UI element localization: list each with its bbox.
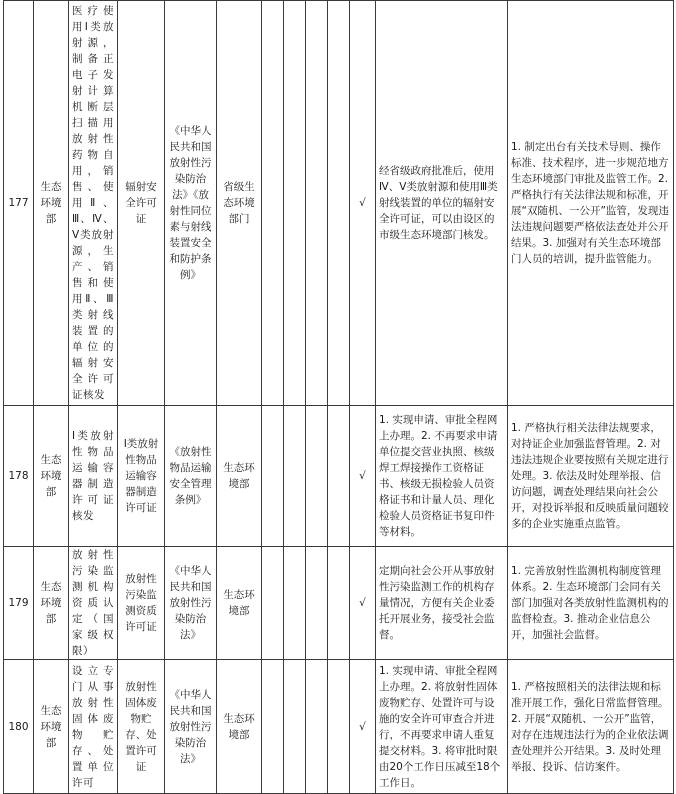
empty-cell — [328, 660, 350, 794]
reform-measure-cell: 经省级政府批准后，使用Ⅳ、Ⅴ类放射源和使用Ⅲ类射线装置的单位的辐射安全许可证，可以由设区的市级生态环境部门核发。 — [376, 1, 508, 406]
empty-cell — [284, 1, 306, 406]
item-name-cell: Ⅰ类放射性物品运输容器制造许可证核发 — [69, 406, 118, 547]
reform-measure-cell: 定期向社会公开从事放射性污染监测工作的机构存量情况，方便有关企业委托开展业务，接受社会监督。 — [376, 547, 508, 660]
department-cell: 生态环境部 — [34, 1, 69, 406]
license-name-cell: 辐射安全许可证 — [118, 1, 165, 406]
check-mark: √ — [350, 1, 376, 406]
licensing-reform-table — [3, 0, 674, 794]
row-number: 180 — [4, 660, 34, 794]
legal-basis-cell: 《中华人民共和国放射性污染防治法》 — [165, 660, 217, 794]
item-name-cell: 设立专门从事放射性固体废物贮存、处置单位许可 — [69, 660, 118, 794]
approval-agency-cell: 生态环境部 — [217, 547, 262, 660]
license-name-cell: Ⅰ类放射性物品运输容器制造许可证 — [118, 406, 165, 547]
empty-cell — [262, 406, 284, 547]
oversight-measure-cell: 1. 制定出台有关技术导则、操作标准、技术程序，进一步规范地方生态环境部门审批及监管工作。2. 严格执行有关法律法规和标准，开展“双随机、一公开”监管，发现违法违规问题要严格依法查处并公开结果。3. 加强对有关生态环境部门人员的培训，提升监管能力。 — [508, 1, 674, 406]
check-mark: √ — [350, 547, 376, 660]
empty-cell — [328, 1, 350, 406]
empty-cell — [284, 406, 306, 547]
check-mark: √ — [350, 406, 376, 547]
table-row — [4, 547, 674, 660]
row-number: 178 — [4, 406, 34, 547]
license-name-cell: 放射性污染监测资质许可证 — [118, 547, 165, 660]
oversight-measure-cell: 1. 完善放射性监测机构制度管理体系。2. 生态环境部门会同有关部门加强对各类放射性监测机构的监督检查。3. 推动企业信息公开，加强社会监督。 — [508, 547, 674, 660]
item-name-cell: 放射性污染监测机构资质认定（国家级权限） — [69, 547, 118, 660]
empty-cell — [306, 1, 328, 406]
department-cell: 生态环境部 — [34, 547, 69, 660]
approval-agency-cell: 省级生态环境部门 — [217, 1, 262, 406]
check-mark: √ — [350, 660, 376, 794]
legal-basis-cell: 《放射性物品运输安全管理条例》 — [165, 406, 217, 547]
empty-cell — [262, 660, 284, 794]
approval-agency-cell: 生态环境部 — [217, 660, 262, 794]
table-row — [4, 660, 674, 794]
empty-cell — [262, 547, 284, 660]
empty-cell — [306, 547, 328, 660]
empty-cell — [306, 660, 328, 794]
empty-cell — [328, 406, 350, 547]
empty-cell — [262, 1, 284, 406]
reform-measure-cell: 1. 实现申请、审批全程网上办理。2. 不再要求申请单位提交营业执照、核级焊工焊接操作工资格证书、核级无损检验人员资格证书和计量人员、理化检验人员资格证书复印件等材料。 — [376, 406, 508, 547]
row-number: 179 — [4, 547, 34, 660]
empty-cell — [284, 547, 306, 660]
approval-agency-cell: 生态环境部 — [217, 406, 262, 547]
table-row — [4, 1, 674, 406]
oversight-measure-cell: 1. 严格执行相关法律法规要求，对持证企业加强监督管理。2. 对违法违规企业要按照有关规定进行处理。3. 依法及时处理举报、信访问题，调查处理结果向社会公开，对投诉举报和反映质量问题较多的企业实施重点监管。 — [508, 406, 674, 547]
oversight-measure-cell: 1. 严格按照相关的法律法规和标准开展工作，强化日常监督管理。2. 开展“双随机、一公开”监管，对存在违规违法行为的企业依法调查处理并公开结果。3. 及时处理举报、投诉、信访案件。 — [508, 660, 674, 794]
reform-measure-cell: 1. 实现申请、审批全程网上办理。2. 将放射性固体废物贮存、处置许可与设施的安全许可审查合并进行，不再要求申请人重复提交材料。3. 将审批时限由20个工作日压减至18个工作日。 — [376, 660, 508, 794]
table-row — [4, 406, 674, 547]
department-cell: 生态环境部 — [34, 660, 69, 794]
legal-basis-cell: 《中华人民共和国放射性污染防治法》 — [165, 547, 217, 660]
empty-cell — [284, 660, 306, 794]
department-cell: 生态环境部 — [34, 406, 69, 547]
row-number: 177 — [4, 1, 34, 406]
license-name-cell: 放射性固体废物贮存、处置许可证 — [118, 660, 165, 794]
item-name-cell: 医疗使用Ⅰ类放射源，制备正电子发射计算机断层扫描用放射性药物自用，销售、使用Ⅱ、Ⅲ、Ⅳ、Ⅴ类放射源，生产、销售和使用Ⅱ、Ⅲ类射线装置的单位的辐射安全许可证核发 — [69, 1, 118, 406]
legal-basis-cell: 《中华人民共和国放射性污染防治法》《放射性同位素与射线装置安全和防护条例》 — [165, 1, 217, 406]
empty-cell — [328, 547, 350, 660]
empty-cell — [306, 406, 328, 547]
